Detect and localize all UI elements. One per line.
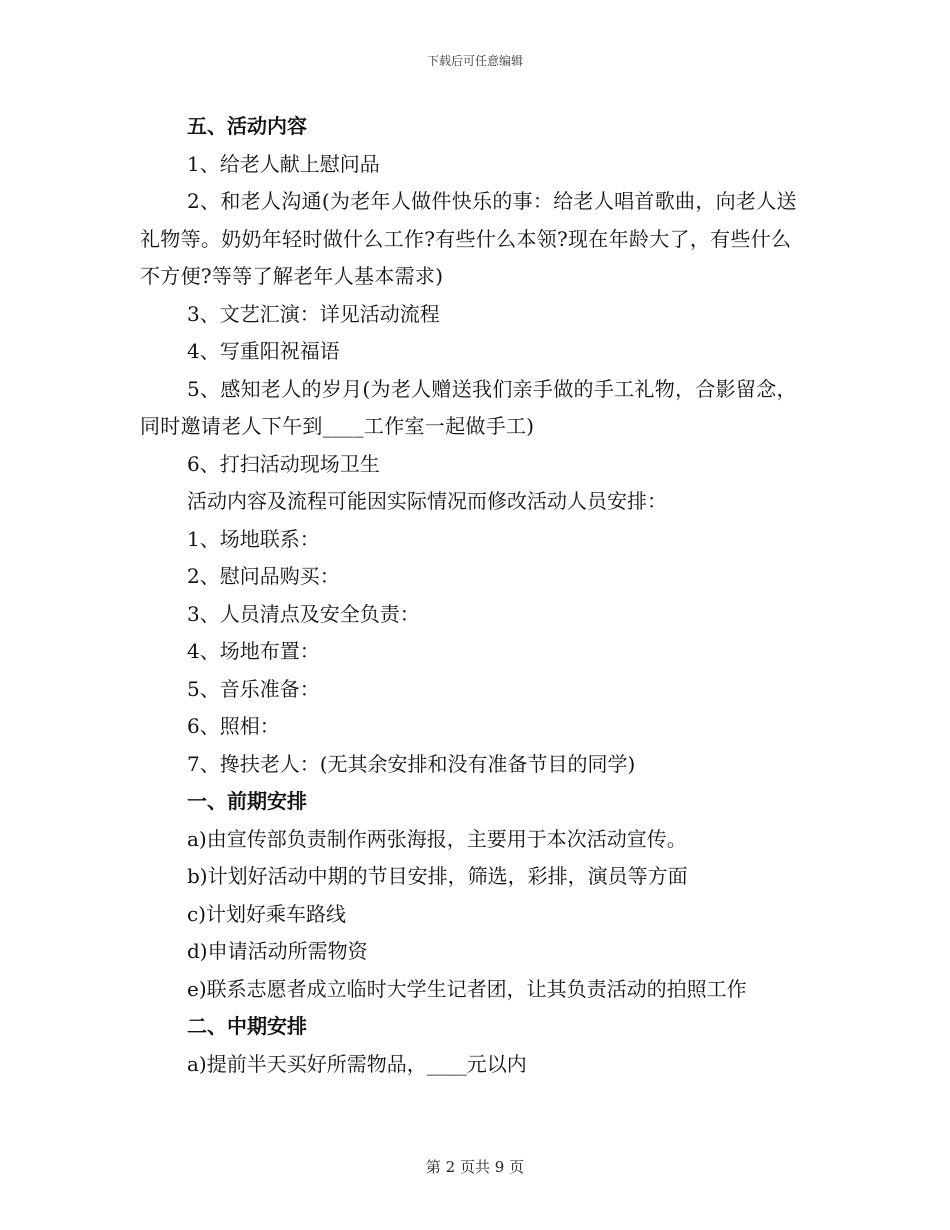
list-item: 5、感知老人的岁月(为老人赠送我们亲手做的手工礼物，合影留念，同时邀请老人下午到____工作室一起做手工) bbox=[140, 376, 797, 438]
list-item: 1、给老人献上慰问品 bbox=[187, 151, 380, 176]
section-title-activity-content: 五、活动内容 bbox=[187, 114, 307, 138]
list-item: 4、写重阳祝福语 bbox=[187, 339, 340, 363]
list-item: 3、人员清点及安全负责： bbox=[187, 601, 420, 626]
list-item: 2、和老人沟通(为老年人做件快乐的事：给老人唱首歌曲，向老人送礼物等。奶奶年轻时做什么工作?有些什么本领?现在年龄大了，有些什么不方便?等等了解老年人基本需求) bbox=[140, 189, 797, 288]
list-item: 1、场地联系： bbox=[187, 526, 320, 551]
list-item: 4、场地布置： bbox=[187, 639, 320, 663]
list-item: c)计划好乘车路线 bbox=[187, 901, 347, 926]
list-item: d)申请活动所需物资 bbox=[187, 939, 368, 963]
page-header: 下载后可任意编辑 bbox=[426, 54, 523, 68]
page-footer: 第 2 页共 9 页 bbox=[425, 1158, 525, 1176]
list-item: b)计划好活动中期的节目安排，筛选，彩排，演员等方面 bbox=[187, 864, 688, 888]
list-item: e)联系志愿者成立临时大学生记者团，让其负责活动的拍照工作 bbox=[187, 976, 747, 1001]
section-title-middle-arrangement: 二、中期安排 bbox=[187, 1014, 307, 1038]
list-item: 2、慰问品购买： bbox=[187, 564, 340, 588]
section-title-early-arrangement: 一、前期安排 bbox=[187, 789, 307, 813]
list-item: a)提前半天买好所需物品，____元以内 bbox=[187, 1051, 527, 1076]
list-item: a)由宣传部负责制作两张海报，主要用于本次活动宣传。 bbox=[187, 826, 687, 851]
staff-arrangement-note: 活动内容及流程可能因实际情况而修改活动人员安排： bbox=[187, 489, 667, 513]
list-item: 3、文艺汇演：详见活动流程 bbox=[187, 301, 440, 326]
list-item: 6、照相： bbox=[187, 714, 280, 738]
list-item: 7、搀扶老人：(无其余安排和没有准备节目的同学) bbox=[187, 751, 636, 776]
document-body bbox=[140, 108, 800, 1083]
list-item: 6、打扫活动现场卫生 bbox=[187, 451, 380, 476]
list-item: 5、音乐准备： bbox=[187, 676, 320, 701]
